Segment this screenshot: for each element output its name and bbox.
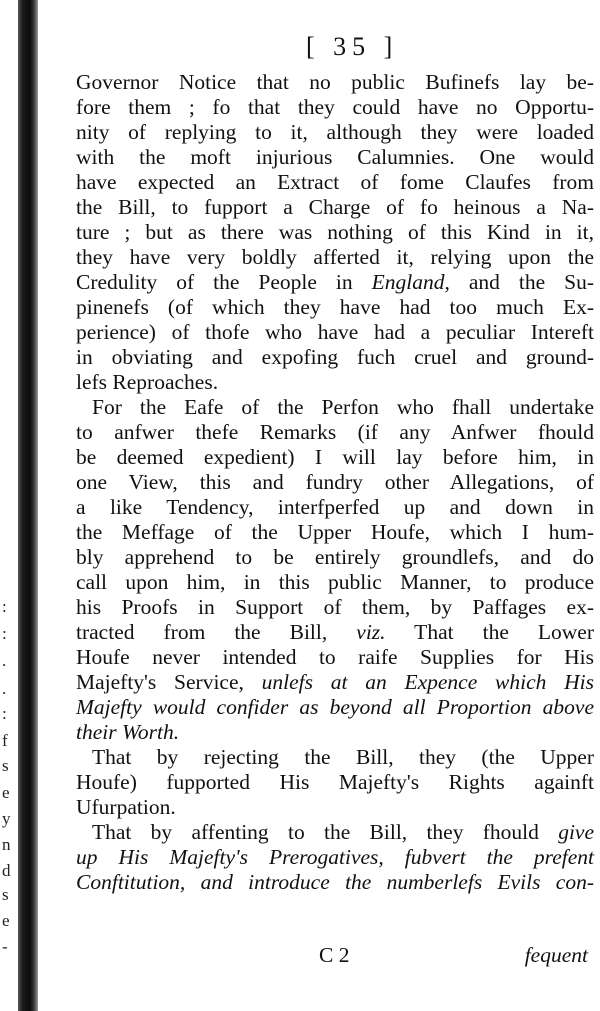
- text-run: perience) of thofe who have had a peculiar Intereft: [76, 320, 594, 344]
- text-line: [76, 320, 594, 345]
- italic-text: viz.: [356, 620, 386, 644]
- text-line: [76, 870, 594, 895]
- catchword: fequent: [524, 943, 588, 967]
- text-run: they have very boldly afferted it, relying upon the: [76, 245, 594, 269]
- text-line: [76, 720, 594, 745]
- gutter-fragment: -: [2, 937, 8, 956]
- text-line: [76, 845, 594, 870]
- gutter-fragment: .: [2, 679, 7, 698]
- text-line: [76, 395, 594, 420]
- text-run: Houfe) fupported His Majefty's Rights againft: [76, 770, 594, 794]
- text-line: [76, 270, 594, 295]
- text-run: Governor Notice that no public Bufinefs lay be-: [76, 70, 594, 94]
- italic-text: their Worth.: [76, 720, 180, 744]
- text-run: one View, this and fundry other Allegations, of: [76, 470, 594, 494]
- italic-text: give: [558, 820, 594, 844]
- text-run: a like Tendency, interfperfed up and down in: [76, 495, 594, 519]
- text-line: [76, 420, 594, 445]
- text-run: ture ; but as there was nothing of this Kind in it,: [76, 220, 594, 244]
- text-run: in obviating and expofing fuch cruel and ground-: [76, 345, 594, 369]
- text-line: [76, 795, 594, 820]
- page-number: [ 35 ]: [306, 32, 399, 61]
- text-line: [76, 445, 594, 470]
- text-line: [76, 770, 594, 795]
- text-run: the Meffage of the Upper Houfe, which I hum-: [76, 520, 594, 544]
- text-run: lefs Reproaches.: [76, 370, 219, 394]
- text-line: [76, 670, 594, 695]
- gutter-fragment: e: [2, 783, 10, 802]
- text-run: Majefty's Service,: [76, 670, 262, 694]
- text-run: and the Su-: [449, 270, 594, 294]
- gutter-fragment: y: [2, 809, 11, 828]
- text-run: pinenefs (of which they have had too much Ex-: [76, 295, 594, 319]
- text-run: with the moft injurious Calumnies. One would: [76, 145, 594, 169]
- gutter-fragment: :: [2, 704, 7, 723]
- text-line: [76, 595, 594, 620]
- text-line: [76, 545, 594, 570]
- italic-text: up His Majefty's Prerogatives, fubvert the prefent: [76, 845, 594, 869]
- body-text: [76, 70, 594, 895]
- text-line: [76, 695, 594, 720]
- text-line: [76, 70, 594, 95]
- text-line: [76, 745, 594, 770]
- gutter-fragment: n: [2, 835, 11, 854]
- book-page: [38, 0, 600, 1011]
- page-footer: [114, 942, 588, 968]
- text-line: [76, 95, 594, 120]
- gutter-fragment: d: [2, 861, 11, 880]
- gutter-fragment: s: [2, 756, 9, 775]
- text-run: his Proofs in Support of them, by Paffages ex-: [76, 595, 594, 619]
- italic-text: Majefty would confider as beyond all Proportion above: [76, 695, 594, 719]
- text-run: have expected an Extract of fome Claufes from: [76, 170, 594, 194]
- book-binding: [18, 0, 30, 1011]
- signature-mark: C 2: [319, 943, 350, 967]
- text-run: the Bill, to fupport a Charge of fo heinous a Na-: [76, 195, 594, 219]
- italic-text: England,: [371, 270, 450, 294]
- text-run: That by rejecting the Bill, they (the Upper: [92, 745, 594, 769]
- binding-edge: [30, 0, 38, 1011]
- text-line: [76, 495, 594, 520]
- text-line: [76, 195, 594, 220]
- text-run: call upon him, in this public Manner, to produce: [76, 570, 594, 594]
- text-line: [76, 145, 594, 170]
- text-run: Credulity of the People in: [76, 270, 372, 294]
- gutter-fragment: :: [2, 624, 7, 643]
- gutter-fragment: .: [2, 651, 7, 670]
- text-run: bly apprehend to be entirely groundlefs, and do: [76, 545, 594, 569]
- text-line: [76, 170, 594, 195]
- text-run: be deemed expedient) I will lay before him, in: [76, 445, 594, 469]
- text-line: [76, 520, 594, 545]
- text-line: [76, 645, 594, 670]
- text-line: [76, 570, 594, 595]
- text-run: tracted from the Bill,: [76, 620, 357, 644]
- text-line: [76, 120, 594, 145]
- text-line: [76, 470, 594, 495]
- gutter-fragment: e: [2, 911, 10, 930]
- text-run: For the Eafe of the Perfon who fhall undertake: [92, 395, 594, 419]
- text-line: [76, 220, 594, 245]
- gutter-fragment: :: [2, 597, 7, 616]
- text-line: [76, 245, 594, 270]
- text-line: [76, 820, 594, 845]
- gutter-fragment: s: [2, 885, 9, 904]
- text-run: That by affenting to the Bill, they fhould: [92, 820, 559, 844]
- text-line: [76, 620, 594, 645]
- italic-text: Conftitution, and introduce the numberlefs Evils con-: [76, 870, 594, 894]
- text-line: [76, 295, 594, 320]
- text-line: [76, 370, 594, 395]
- text-run: to anfwer thefe Remarks (if any Anfwer fhould: [76, 420, 594, 444]
- text-run: Ufurpation.: [76, 795, 176, 819]
- italic-text: unlefs at an Expence which His: [261, 670, 594, 694]
- text-run: fore them ; fo that they could have no Opportu-: [76, 95, 594, 119]
- gutter-fragment: f: [2, 731, 8, 750]
- text-run: nity of replying to it, although they were loaded: [76, 120, 594, 144]
- text-run: That the Lower: [385, 620, 595, 644]
- text-run: Houfe never intended to raife Supplies for His: [76, 645, 594, 669]
- text-line: [76, 345, 594, 370]
